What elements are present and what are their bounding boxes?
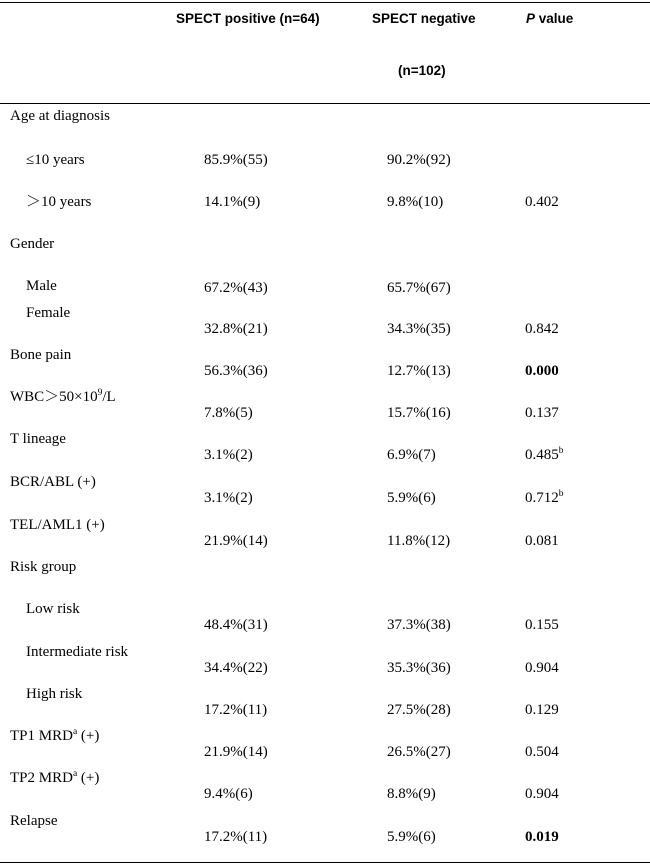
cell-neg: 5.9%(6) xyxy=(387,829,436,845)
label-text: WBC＞50×10 xyxy=(10,389,98,405)
cell-neg: 6.9%(7) xyxy=(387,447,436,463)
row-label-low-risk: Low risk xyxy=(26,601,80,617)
cell-p: 0.842 xyxy=(525,321,559,337)
label-text: TP2 MRD xyxy=(10,770,73,786)
cell-p: 0.904 xyxy=(525,786,559,802)
label-text: (+) xyxy=(77,728,100,744)
cell-neg: 8.8%(9) xyxy=(387,786,436,802)
cell-neg: 90.2%(92) xyxy=(387,152,451,168)
table-header-rule xyxy=(0,103,650,104)
cell-pos: 3.1%(2) xyxy=(204,490,253,506)
p-value: 0.485 xyxy=(525,447,559,463)
label-text: TP1 MRD xyxy=(10,728,73,744)
cell-neg: 35.3%(36) xyxy=(387,660,451,676)
cell-neg: 34.3%(35) xyxy=(387,321,451,337)
cell-pos: 48.4%(31) xyxy=(204,617,268,633)
row-label-wbc xyxy=(10,388,116,406)
row-label-high-risk: High risk xyxy=(26,686,83,702)
cell-pos: 21.9%(14) xyxy=(204,744,268,760)
cell-neg: 15.7%(16) xyxy=(387,405,451,421)
row-label-age: Age at diagnosis xyxy=(10,108,110,124)
row-label-bone-pain: Bone pain xyxy=(10,347,72,363)
cell-p xyxy=(525,489,564,507)
cell-p: 0.155 xyxy=(525,617,559,633)
header-spect-positive: SPECT positive (n=64) xyxy=(176,11,320,26)
cell-pos: 85.9%(55) xyxy=(204,152,268,168)
label-text: /L xyxy=(102,389,116,405)
row-label-tp2-mrd xyxy=(10,769,99,787)
cell-pos: 17.2%(11) xyxy=(204,829,268,845)
p-superscript: b xyxy=(558,489,564,499)
row-label-tel-aml1: TEL/AML1 (+) xyxy=(10,517,105,533)
header-p-value xyxy=(526,11,573,26)
label-superscript: a xyxy=(72,769,78,779)
header-p-rest: value xyxy=(535,11,574,26)
label-text: (+) xyxy=(77,770,100,786)
cell-neg: 12.7%(13) xyxy=(387,363,451,379)
row-label-t-lineage: T lineage xyxy=(10,431,66,447)
cell-p: 0.137 xyxy=(525,405,559,421)
row-label-female: Female xyxy=(26,305,71,321)
cell-p: 0.129 xyxy=(525,702,559,718)
cell-pos: 56.3%(36) xyxy=(204,363,268,379)
cell-p: 0.904 xyxy=(525,660,559,676)
p-value: 0.712 xyxy=(525,490,559,506)
table-bottom-rule xyxy=(0,862,650,863)
cell-p: 0.402 xyxy=(525,194,559,210)
table-top-rule xyxy=(0,2,650,3)
row-label-male: Male xyxy=(26,278,57,294)
cell-pos: 14.1%(9) xyxy=(204,194,261,210)
cell-neg: 27.5%(28) xyxy=(387,702,451,718)
row-label-intermediate-risk: Intermediate risk xyxy=(26,644,129,660)
row-label-gender: Gender xyxy=(10,236,55,252)
cell-pos: 17.2%(11) xyxy=(204,702,268,718)
cell-neg: 65.7%(67) xyxy=(387,280,451,296)
cell-pos: 34.4%(22) xyxy=(204,660,268,676)
cell-p-significant: 0.019 xyxy=(525,829,559,845)
cell-p: 0.504 xyxy=(525,744,559,760)
row-label-relapse: Relapse xyxy=(10,813,58,829)
row-label-age-gt10: ＞10 years xyxy=(26,194,92,210)
cell-neg: 9.8%(10) xyxy=(387,194,444,210)
label-superscript: 9 xyxy=(97,388,103,398)
cell-pos: 7.8%(5) xyxy=(204,405,253,421)
cell-pos: 9.4%(6) xyxy=(204,786,253,802)
row-label-age-le10: ≤10 years xyxy=(26,152,85,168)
cell-neg: 5.9%(6) xyxy=(387,490,436,506)
row-label-risk-group: Risk group xyxy=(10,559,77,575)
header-spect-negative-n: (n=102) xyxy=(398,63,446,78)
cell-p-significant: 0.000 xyxy=(525,363,559,379)
cell-pos: 67.2%(43) xyxy=(204,280,268,296)
header-p-italic: P xyxy=(526,11,536,26)
cell-p: 0.081 xyxy=(525,533,559,549)
cell-pos: 32.8%(21) xyxy=(204,321,268,337)
cell-pos: 21.9%(14) xyxy=(204,533,268,549)
cell-neg: 37.3%(38) xyxy=(387,617,451,633)
p-superscript: b xyxy=(558,446,564,456)
cell-p xyxy=(525,446,564,464)
row-label-tp1-mrd xyxy=(10,727,99,745)
cell-pos: 3.1%(2) xyxy=(204,447,253,463)
cell-neg: 11.8%(12) xyxy=(387,533,451,549)
row-label-bcr-abl: BCR/ABL (+) xyxy=(10,474,96,490)
label-superscript: a xyxy=(72,727,78,737)
cell-neg: 26.5%(27) xyxy=(387,744,451,760)
header-spect-negative: SPECT negative xyxy=(372,11,476,26)
